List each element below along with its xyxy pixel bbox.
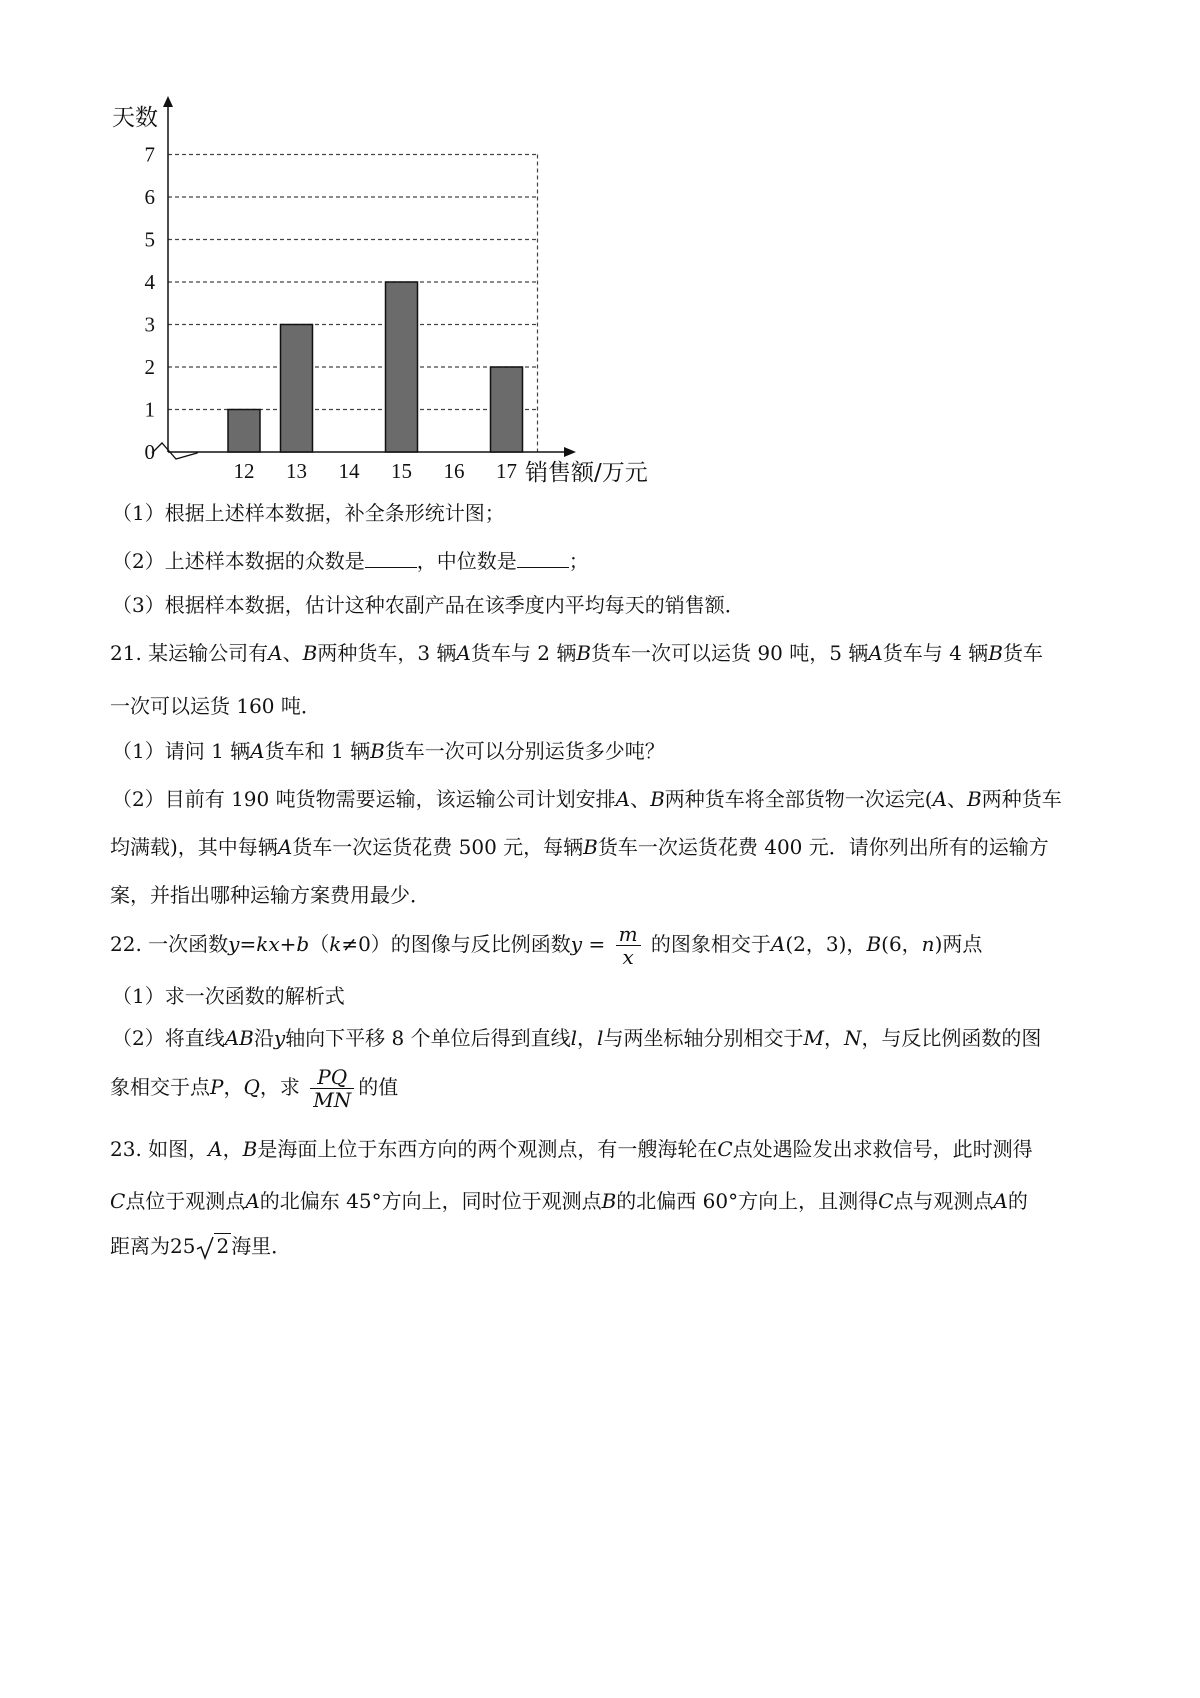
x-tick-label: 14 <box>338 459 360 483</box>
q20-part3: （3）根据样本数据，估计这种农副产品在该季度内平均每天的销售额． <box>112 593 745 617</box>
y-tick-label: 4 <box>144 270 155 294</box>
bar <box>281 325 313 453</box>
bar <box>491 367 523 452</box>
x-tick-label: 15 <box>391 459 412 483</box>
bar-chart <box>100 95 660 495</box>
fraction-pq-over-mn: $\frac{PQ}{MN}$ <box>310 1066 354 1111</box>
y-tick-label: 3 <box>144 312 155 337</box>
q22-part2-line2: 象相交于点P，Q，求 $\frac{PQ}{MN}$ 的值 <box>110 1065 399 1112</box>
x-axis-title: 销售额/万元 <box>525 460 648 486</box>
q23-line3: 距离为25 2 海里． <box>110 1234 292 1258</box>
q21-part2-line3: 案，并指出哪种运输方案费用最少． <box>110 883 430 907</box>
y-tick-label: 7 <box>144 142 155 167</box>
coefficient: 25 <box>170 1234 196 1258</box>
axis-break-mark <box>152 443 198 459</box>
y-tick-label: 0 <box>144 440 155 464</box>
question-number: 23. <box>110 1137 142 1161</box>
question-number: 21. <box>110 641 142 665</box>
y-tick-label: 6 <box>144 185 155 209</box>
q20-part2: （2）上述样本数据的众数是 ，中位数是 ； <box>112 541 1100 581</box>
x-tick-label: 13 <box>286 459 307 483</box>
x-tick-label: 16 <box>443 459 465 483</box>
radicand: 2 <box>216 1234 230 1258</box>
q21-part1: （1）请问 1 辆A货车和 1 辆B货车一次可以分别运货多少吨？ <box>112 739 665 763</box>
answer-blank-mode <box>365 545 417 568</box>
y-axis-title: 天数 <box>112 105 158 131</box>
q21-part2-line1: （2）目前有 190 吨货物需要运输，该运输公司计划安排A、B两种货车将全部货物一次运完(A、B两种货车 <box>112 787 1062 811</box>
bar <box>228 410 260 453</box>
q21-line2: 一次可以运货 160 吨． <box>110 694 321 718</box>
q21-part2-line2: 均满载)，其中每辆A货车一次运货花费 500 元，每辆B货车一次运货花费 400 元．请你列出所有的运输方 <box>110 835 1049 859</box>
y-tick-label: 1 <box>144 397 155 422</box>
q22-line1: 22. 一次函数y=kx+b（k≠0）的图像与反比例函数y = $\frac{m}{x}$ 的图象相交于A(2，3)，B(6，n)两点 <box>110 922 983 969</box>
answer-blank-median <box>517 545 569 568</box>
x-tick-label: 17 <box>496 459 517 483</box>
q22-part2-line1: （2）将直线AB沿y轴向下平移 8 个单位后得到直线l，l与两坐标轴分别相交于M，N，与反比例函数的图 <box>112 1026 1042 1050</box>
x-tick-label: 12 <box>233 459 255 483</box>
fraction-m-over-x: $\frac{m}{x}$ <box>616 923 641 968</box>
y-tick-label: 2 <box>144 355 155 379</box>
y-axis-arrow <box>163 96 173 107</box>
question-number: 22. <box>110 932 142 956</box>
x-axis-arrow <box>564 447 576 457</box>
y-tick-label: 5 <box>144 227 155 252</box>
q23-line1: 23. 如图，A，B是海面上位于东西方向的两个观测点，有一艘海轮在C点处遇险发出求救信号，此时测得 <box>110 1137 1033 1161</box>
q21-line1: 21. 某运输公司有A、B两种货车，3 辆A货车与 2 辆B货车一次可以运货 90 吨，5 辆A货车与 4 辆B货车 <box>110 641 1043 665</box>
sqrt-sign <box>196 1236 214 1260</box>
bar <box>386 282 418 452</box>
q20-part1: （1）根据上述样本数据，补全条形统计图； <box>112 501 505 525</box>
q22-part1: （1）求一次函数的解析式 <box>112 984 345 1008</box>
q23-line2: C点位于观测点A的北偏东 45°方向上，同时位于观测点B的北偏西 60°方向上，且测得C点与观测点A的 <box>110 1189 1028 1213</box>
